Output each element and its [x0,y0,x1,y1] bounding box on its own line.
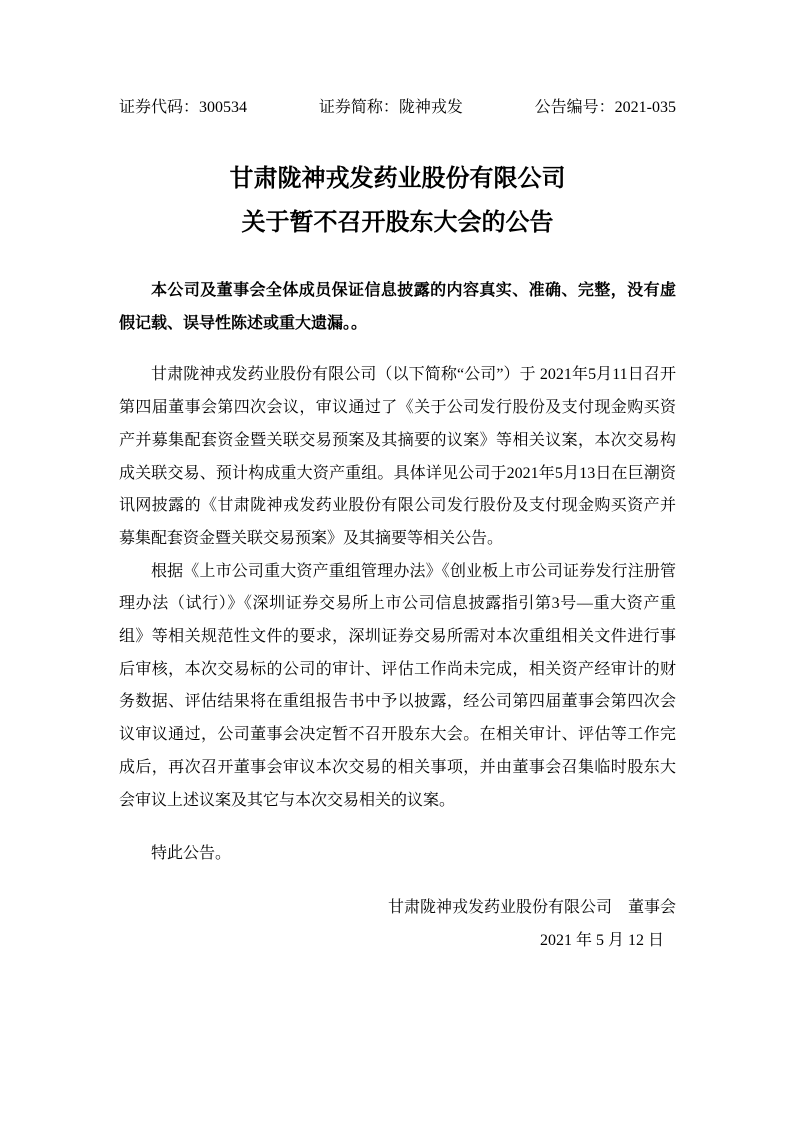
stock-code: 证券代码：300534 [119,99,248,116]
signature-date: 2021 年 5 月 12 日 [539,931,664,949]
body-paragraph-2: 根据《上市公司重大资产重组管理办法》《创业板上市公司证券发行注册管理办法（试行）》《深圳证券交易所上市公司信息披露指引第3号—重大资产重组》等相关规范性文件的要求，深圳证券交易所需对本次重组相关文件进行事后审核，本次交易标的公司的审计、评估工作尚未完成，相关资产经审计的财务数据、评估结果将在重组报告书中予以披露，经公司第四届董事会第四次会议审议通过，公司董事会决定暂不召开股东大会。在相关审计、评估等工作完成后，再次召开董事会审议本次交易的相关事项，并由董事会召集临时股东大会审议上述议案及其它与本次交易相关的议案。 [119,562,676,809]
signature-company: 甘肃陇神戎发药业股份有限公司 董事会 [387,898,676,916]
stock-abbreviation: 证券简称：陇神戎发 [318,99,463,116]
announcement-number: 公告编号：2021-035 [534,99,676,116]
company-name-title: 甘肃陇神戎发药业股份有限公司 [229,166,566,192]
disclaimer-statement: 本公司及董事会全体成员保证信息披露的内容真实、准确、完整，没有虚假记载、误导性陈述或重大遗漏。。 [119,282,676,332]
document-header [119,97,676,119]
closing-statement: 特此公告。 [151,845,232,863]
body-paragraph-1: 甘肃陇神戎发药业股份有限公司（以下简称“公司”）于 2021年5月11日召开第四届董事会第四次会议，审议通过了《关于公司发行股份及支付现金购买资产并募集配套资金暨关联交易预案及其摘要的议案》等相关议案，本次交易构成关联交易、预计构成重大资产重组。具体详见公司于2021年5月13日在巨潮资讯网披露的《甘肃陇神戎发药业股份有限公司发行股份及支付现金购买资产并募集配套资金暨关联交易预案》及其摘要等相关公告。 [119,366,676,547]
announcement-title: 关于暂不召开股东大会的公告 [241,210,554,236]
